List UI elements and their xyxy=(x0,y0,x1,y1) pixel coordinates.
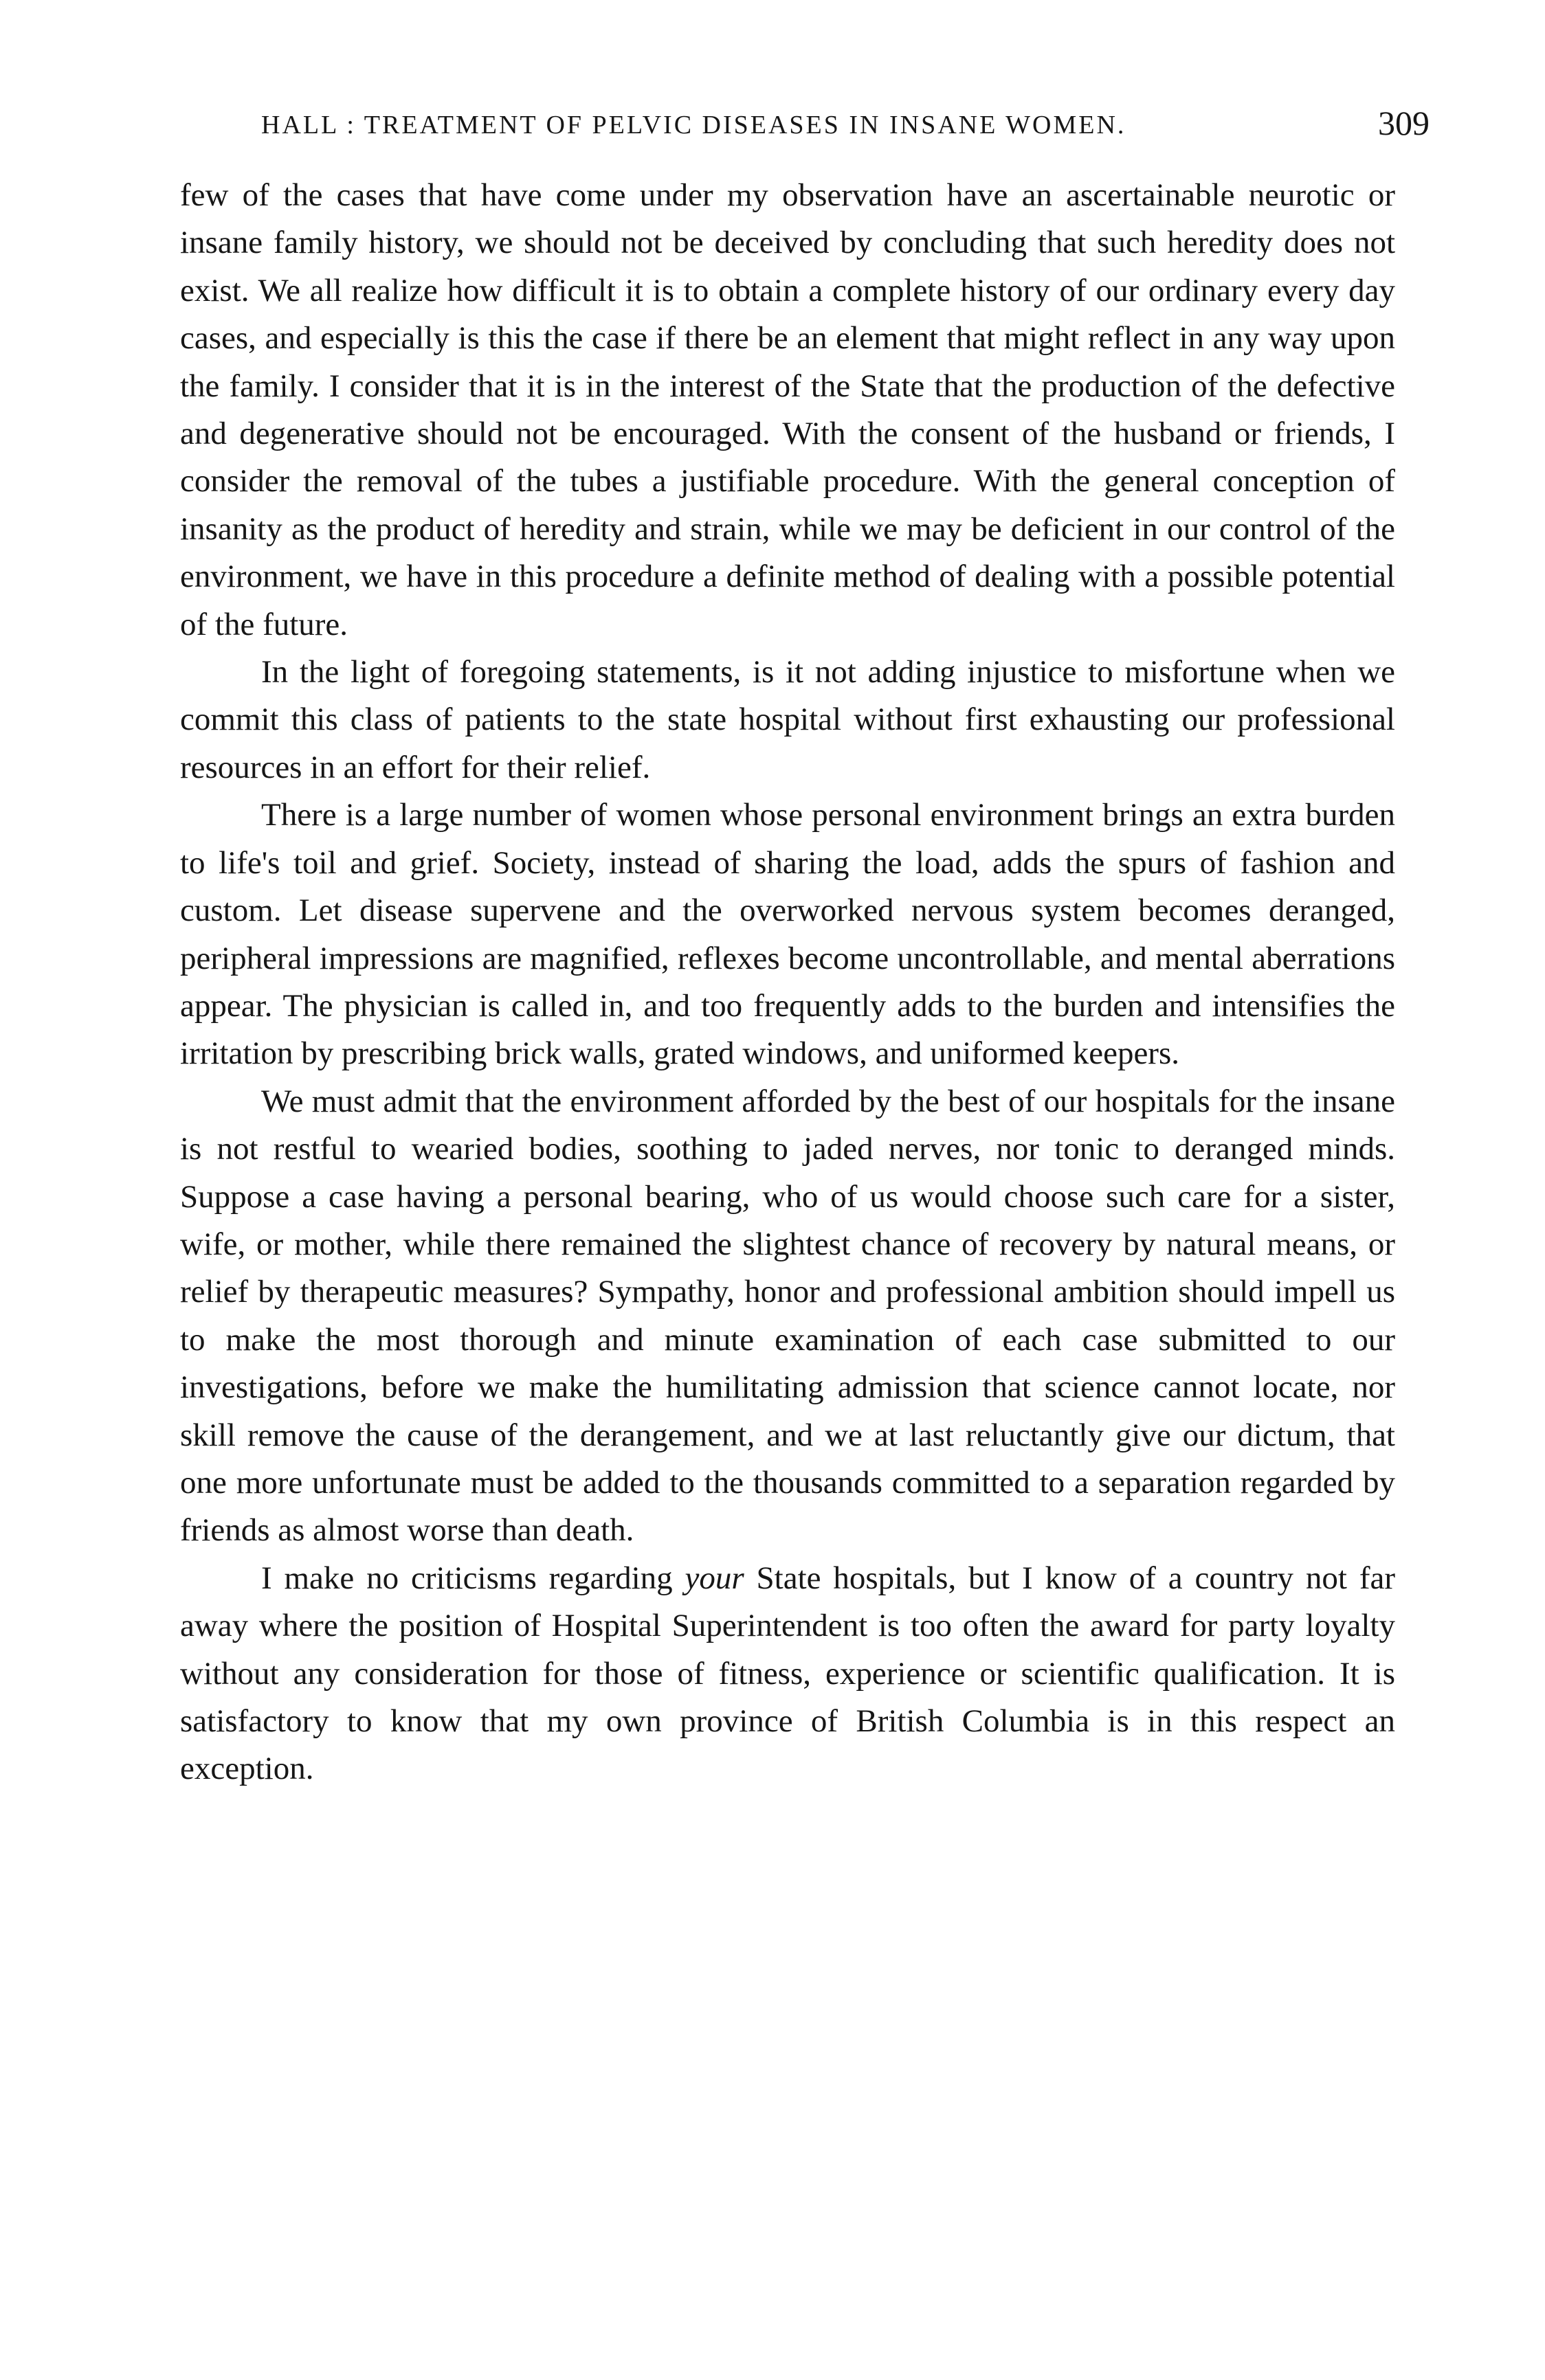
running-title: HALL : TREATMENT OF PELVIC DISEASES IN INSANE WOMEN. xyxy=(261,111,1126,139)
paragraph-5-lead: I make no criticisms regarding xyxy=(261,1560,685,1596)
paragraph-5-rest: State hospitals, but I know of a country not far away where the position of Hospital Superintendent is too often the award for party loyalty without any consideration for those of fitness, experience or scientific qualification. It is satisfactory to know that my own province of British Columbia is in this respect an exception. xyxy=(180,1560,1395,1787)
paragraph-1: few of the cases that have come under my observation have an ascertainable neurotic or insane family history, we should not be deceived by concluding that such heredity does not exist. We all realize how difficult it is to obtain a complete history of our ordinary every day cases, and especially is this the case if there be an element that might reflect in any way upon the family. I consider that it is in the interest of the State that the production of the defective and degenerative should not be encouraged. With the consent of the husband or friends, I consider the removal of the tubes a justifiable procedure. With the general conception of insanity as the product of heredity and strain, while we may be deficient in our control of the environment, we have in this procedure a definite method of dealing with a possible potential of the future. xyxy=(180,177,1395,642)
body-text xyxy=(180,172,1395,1793)
paragraph-2: In the light of foregoing statements, is it not adding injustice to misfortune when we commit this class of patients to the state hospital without first exhausting our professional resources in an effort for their relief. xyxy=(180,654,1395,785)
paragraph-3: There is a large number of women whose personal environment brings an extra burden to life's toil and grief. Society, instead of sharing the load, adds the spurs of fashion and custom. Let disease supervene and the overworked nervous system becomes deranged, peripheral impressions are magnified, reflexes become uncontrollable, and mental aberrations appear. The physician is called in, and too frequently adds to the burden and intensifies the irritation by prescribing brick walls, grated windows, and uniformed keepers. xyxy=(180,797,1395,1072)
paragraph-5-emphasis: your xyxy=(685,1560,744,1596)
paragraph-5 xyxy=(180,1555,1395,1793)
running-head xyxy=(261,103,1430,151)
paragraph-4: We must admit that the environment afforded by the best of our hospitals for the insane is not restful to wearied bodies, soothing to jaded nerves, nor tonic to deranged minds. Suppose a case having a personal bearing, who of us would choose such care for a sister, wife, or mother, while there remained the slightest chance of recovery by natural means, or relief by therapeutic measures? Sympathy, honor and professional ambition should impell us to make the most thorough and minute examination of each case submitted to our investigations, before we make the humilitating admission that science cannot locate, nor skill remove the cause of the derangement, and we at last reluctantly give our dictum, that one more unfortunate must be added to the thousands committed to a separation regarded by friends as almost worse than death. xyxy=(180,1083,1395,1549)
page-number: 309 xyxy=(1378,104,1430,142)
